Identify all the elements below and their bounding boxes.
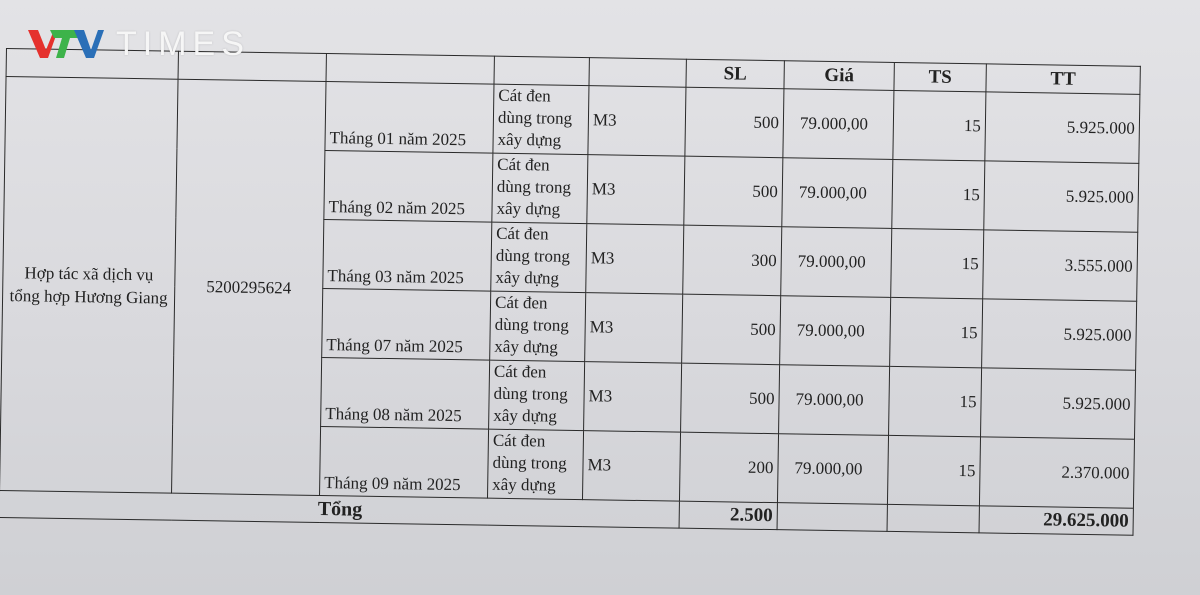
ts-cell: 15 [887, 435, 980, 505]
sl-cell: 500 [684, 156, 783, 227]
sl-cell: 200 [679, 432, 778, 503]
ts-cell: 15 [893, 90, 986, 160]
period-cell: Tháng 09 năm 2025 [320, 426, 489, 498]
ts-cell: 15 [889, 366, 982, 436]
unit-cell: M3 [586, 224, 684, 295]
price-cell: 79.000,00 [779, 365, 890, 436]
sl-cell: 500 [682, 294, 781, 365]
total-sl: 2.500 [679, 501, 777, 530]
tt-cell: 5.925.000 [985, 92, 1140, 163]
tt-cell: 5.925.000 [981, 368, 1136, 439]
unit-cell: M3 [588, 86, 686, 157]
price-cell: 79.000,00 [780, 296, 891, 367]
item-cell: Cát đen dùng trong xây dựng [493, 84, 589, 154]
invoice-table [0, 48, 1141, 536]
sl-cell: 500 [681, 363, 780, 434]
period-cell: Tháng 08 năm 2025 [321, 357, 490, 429]
header-tt: TT [986, 64, 1140, 94]
logo-text: TIMES [116, 24, 250, 63]
header-cell-3 [326, 54, 494, 85]
tt-cell: 3.555.000 [983, 230, 1138, 301]
document-sheet [0, 48, 1146, 538]
price-cell: 79.000,00 [782, 158, 893, 229]
item-cell: Cát đen dùng trong xây dựng [487, 429, 583, 499]
header-ts: TS [894, 62, 986, 91]
vtv-times-logo [28, 26, 250, 62]
period-cell: Tháng 07 năm 2025 [322, 289, 491, 361]
header-cell-4 [494, 56, 589, 85]
price-cell: 79.000,00 [783, 89, 894, 160]
item-cell: Cát đen dùng trong xây dựng [491, 222, 587, 292]
header-sl: SL [686, 59, 784, 89]
total-tt: 29.625.000 [979, 506, 1133, 535]
period-cell: Tháng 01 năm 2025 [325, 82, 494, 154]
unit-cell: M3 [587, 155, 685, 226]
price-cell: 79.000,00 [781, 227, 892, 298]
header-gia: Giá [784, 61, 894, 91]
vtv-logo-icon [28, 28, 104, 60]
unit-cell: M3 [585, 293, 683, 364]
total-label: Tổng [0, 490, 679, 528]
total-empty-ts [887, 504, 979, 532]
unit-cell: M3 [582, 431, 680, 502]
total-empty-gia [777, 503, 887, 532]
tax-code: 5200295624 [172, 79, 326, 495]
period-cell: Tháng 03 năm 2025 [323, 220, 492, 292]
org-name: Hợp tác xã dịch vụ tổng hợp Hương Giang [0, 77, 178, 494]
ts-cell: 15 [891, 228, 984, 298]
period-cell: Tháng 02 năm 2025 [324, 151, 493, 223]
header-cell-5 [589, 58, 686, 88]
item-cell: Cát đen dùng trong xây dựng [492, 153, 588, 223]
tt-cell: 2.370.000 [979, 437, 1134, 508]
sl-cell: 300 [683, 225, 782, 296]
ts-cell: 15 [890, 297, 983, 367]
ts-cell: 15 [892, 159, 985, 229]
unit-cell: M3 [584, 362, 682, 433]
item-cell: Cát đen dùng trong xây dựng [489, 360, 585, 430]
price-cell: 79.000,00 [777, 434, 888, 505]
item-cell: Cát đen dùng trong xây dựng [490, 291, 586, 361]
tt-cell: 5.925.000 [982, 299, 1137, 370]
tt-cell: 5.925.000 [984, 161, 1139, 232]
sl-cell: 500 [685, 87, 784, 158]
